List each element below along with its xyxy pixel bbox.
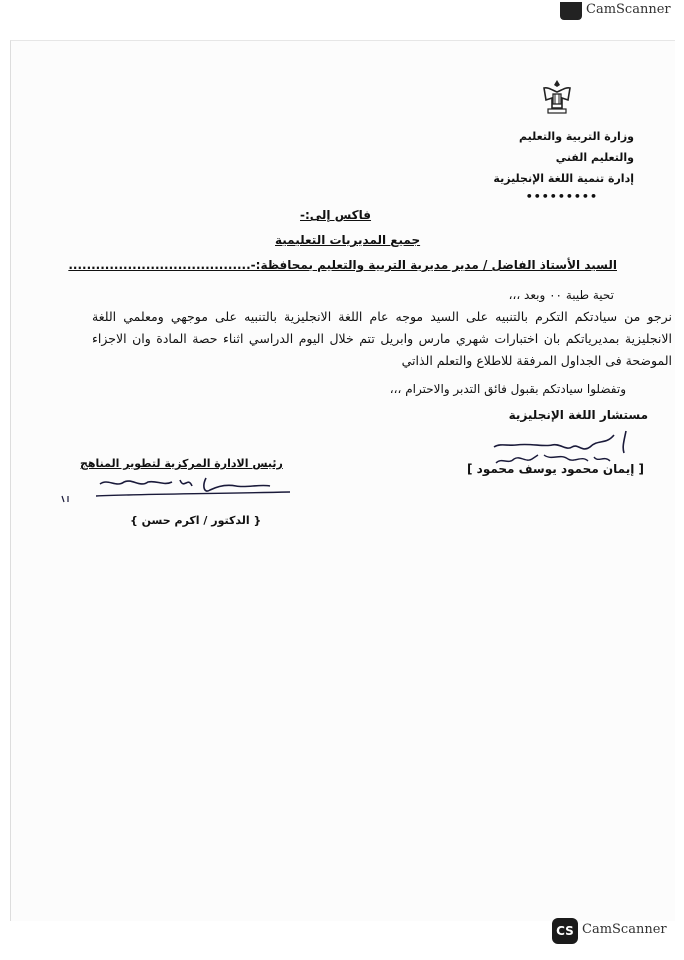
fax-to-heading: فاكس إلى:- bbox=[300, 208, 372, 222]
central-admin-signature-icon bbox=[60, 472, 300, 512]
camscanner-top-label: CamScanner bbox=[586, 2, 671, 17]
director-line: السيد الأستاذ الفاضل / مدير مديرية التربية والتعليم بمحافظة:-........................................ bbox=[68, 258, 617, 272]
closing-line: وتفضلوا سيادتكم بقبول فائق التدبر والاحترام ،،، bbox=[389, 382, 626, 396]
ministry-line-2: والتعليم الفني bbox=[555, 151, 634, 164]
camscanner-bottom-label: CamScanner bbox=[582, 922, 667, 937]
greeting-line: تحية طيبة ۰۰ وبعد ،،، bbox=[508, 288, 614, 302]
camscanner-top-logo-icon bbox=[560, 2, 582, 20]
eagle-emblem-icon bbox=[540, 78, 574, 116]
ministry-header bbox=[493, 126, 634, 189]
central-admin-title: رئيس الادارة المركزية لتطوير المناهج bbox=[80, 457, 283, 470]
ministry-line-1: وزارة التربية والتعليم bbox=[519, 130, 634, 143]
camscanner-logo-icon: CS bbox=[552, 918, 578, 944]
header-dots: ••••••••• bbox=[525, 190, 598, 203]
central-admin-name: { الدكتور / اكرم حسن } bbox=[130, 514, 262, 527]
advisor-name: [ إيمان محمود يوسف محمود ] bbox=[467, 462, 644, 476]
top-camscanner-watermark bbox=[560, 2, 684, 24]
advisor-title: مستشار اللغة الإنجليزية bbox=[508, 408, 648, 422]
letter-body: نرجو من سيادتكم التكرم بالتنبيه على السيد موجه عام اللغة الانجليزية بالتنبيه على موجهي ومعلمي اللغة الانجليزية بمديرياتكم بان اختبارات شهري مارس وابريل تتم خلال اليوم الدراسي اثناء حصة المادة وان الاجزاء الموضحة فى الجداول المرفقة للاطلاع والتعلم الذاتي bbox=[92, 309, 672, 368]
bottom-camscanner-watermark bbox=[552, 918, 672, 944]
ministry-line-3: إدارة تنمية اللغة الإنجليزية bbox=[493, 172, 634, 185]
recipients-heading: جميع المديريات التعليمية bbox=[275, 233, 421, 247]
